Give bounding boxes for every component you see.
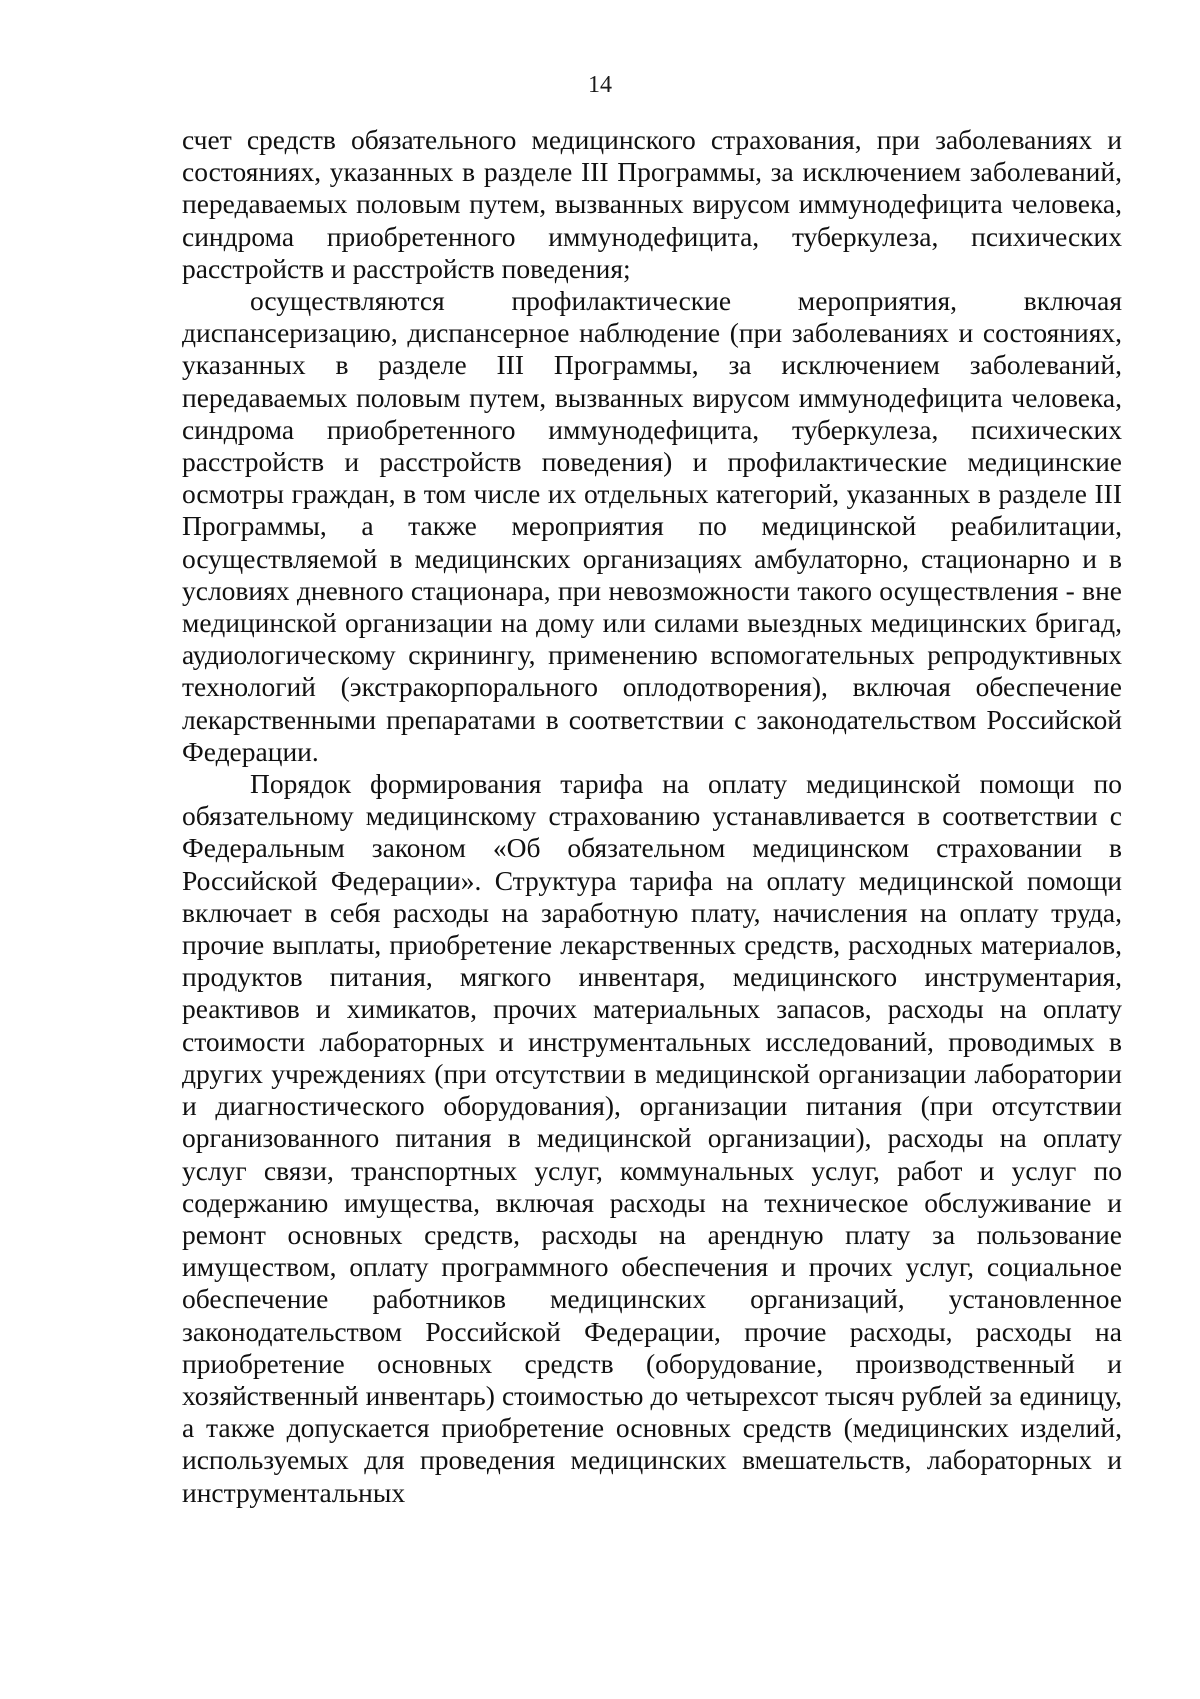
paragraph-tariff-procedure: Порядок формирования тарифа на оплату медицинской помощи по обязательному медицинскому страхованию устанавливается в соответствии с Федеральным законом «Об обязательном медицинском страховании в Российской Федерации». Структура тарифа на оплату медицинской помощи включает в себя расходы на заработную плату, начисления на оплату труда, прочие выплаты, приобретение лекарственных средств, расходных материалов, продуктов питания, мягкого инвентаря, медицинского инструментария, реактивов и химикатов, прочих материальных запасов, расходы на оплату стоимости лабораторных и инструментальных исследований, проводимых в других учреждениях (при отсутствии в медицинской организации лаборатории и диагностического оборудования), организации питания (при отсутствии организованного питания в медицинской организации), расходы на оплату услуг связи, транспортных услуг, коммунальных услуг, работ и услуг по содержанию имущества, включая расходы на техническое обслуживание и ремонт основных средств, расходы на арендную плату за пользование имуществом, оплату программного обеспечения и прочих услуг, социальное обеспечение работников медицинских организаций, установленное законодательством Российской Федерации, прочие расходы, расходы на приобретение основных средств (оборудование, производственный и хозяйственный инвентарь) стоимостью до четырехсот тысяч рублей за единицу, а также допускается приобретение основных средств (медицинских изделий, используемых для проведения медицинских вмешательств, лабораторных и инструментальных (182, 768, 1122, 1508)
paragraph-preventive-measures: осуществляются профилактические мероприятия, включая диспансеризацию, диспансерное наблюдение (при заболеваниях и состояниях, указанных в разделе III Программы, за исключением заболеваний, передаваемых половым путем, вызванных вирусом иммунодефицита человека, синдрома приобретенного иммунодефицита, туберкулеза, психических расстройств и расстройств поведения) и профилактические медицинские осмотры граждан, в том числе их отдельных категорий, указанных в разделе III Программы, а также мероприятия по медицинской реабилитации, осуществляемой в медицинских организациях амбулаторно, стационарно и в условиях дневного стационара, при невозможности такого осуществления - вне медицинской организации на дому или силами выездных медицинских бригад, аудиологическому скринингу, применению вспомогательных репродуктивных технологий (экстракорпорального оплодотворения), включая обеспечение лекарственными препаратами в соответствии с законодательством Российской Федерации. (182, 285, 1122, 767)
paragraph-continuation: счет средств обязательного медицинского страхования, при заболеваниях и состояниях, указанных в разделе III Программы, за исключением заболеваний, передаваемых половым путем, вызванных вирусом иммунодефицита человека, синдрома приобретенного иммунодефицита, туберкулеза, психических расстройств и расстройств поведения; (182, 124, 1122, 284)
page-number: 14 (588, 72, 612, 98)
document-body (182, 124, 1122, 1509)
